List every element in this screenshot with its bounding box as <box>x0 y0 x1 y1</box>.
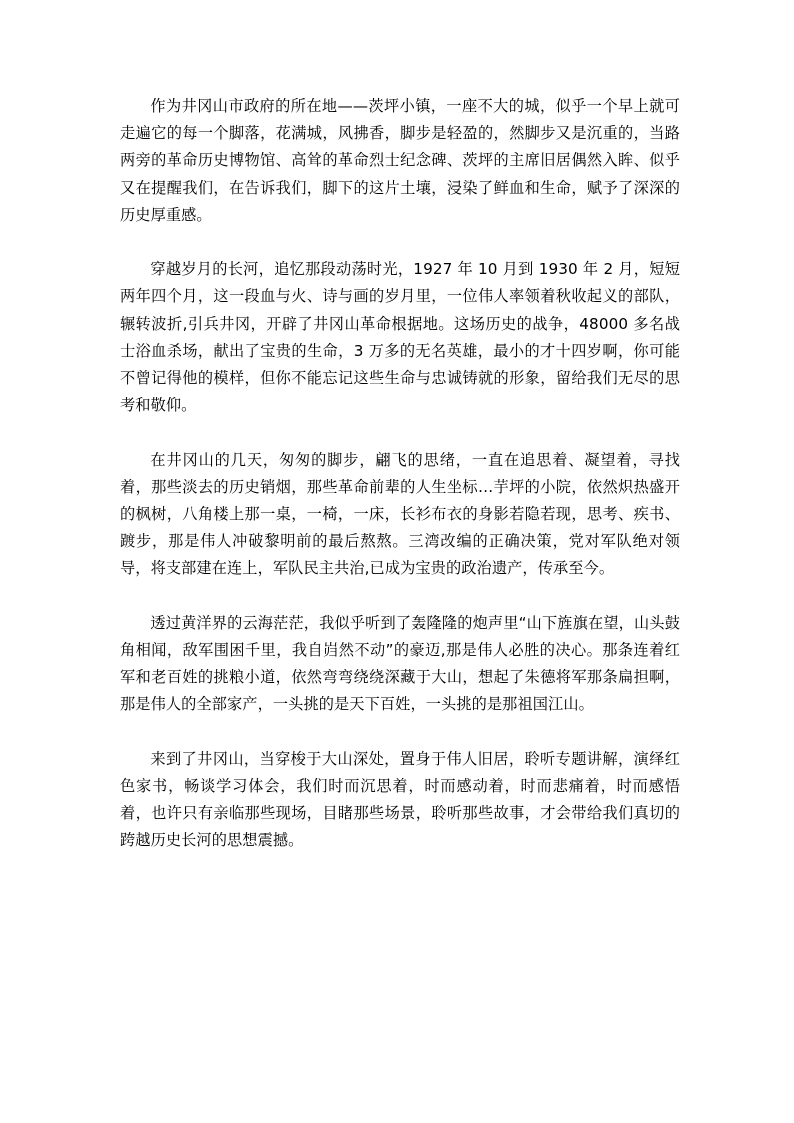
paragraph-3: 在井冈山的几天，匆匆的脚步，翩飞的思绪，一直在追思着、凝望着，寻找着，那些淡去的历史销烟，那些革命前辈的人生坐标…芋坪的小院，依然炽热盛开的枫树，八角楼上那一桌，一椅，一床，长衫布衣的身影若隐若现，思考、疾书、踱步，那是伟人冲破黎明前的最后熬熬。三湾改编的正确决策，党对军队绝对领导，将支部建在连上，军队民主共治,已成为宝贵的政治遗产，传承至今。 <box>120 450 680 578</box>
paragraph-1: 作为井冈山市政府的所在地——茨坪小镇，一座不大的城，似乎一个早上就可走遍它的每一个脚落，花满城，风拂香，脚步是轻盈的，然脚步又是沉重的，当路两旁的革命历史博物馆、高耸的革命烈士纪念碑、茨坪的主席旧居偶然入眸、似乎又在提醒我们，在告诉我们，脚下的这片土壤，浸染了鲜血和生命，赋予了深深的历史厚重感。 <box>120 97 680 224</box>
paragraph-2: 穿越岁月的长河，追忆那段动荡时光，1927 年 10 月到 1930 年 2 月，短短两年四个月，这一段血与火、诗与画的岁月里，一位伟人率领着秋收起义的部队，辗转波折,引兵井冈，开辟了井冈山革命根据地。这场历史的战争，48000 多名战士浴血杀场，献出了宝贵的生命，3 万多的无名英雄，最小的才十四岁啊，你可能不曾记得他的模样，但你不能忘记这些生命与忠诚铸就的形象，留给我们无尽的思考和敬仰。 <box>120 260 680 415</box>
document-body <box>120 93 680 882</box>
paragraph-4: 透过黄洋界的云海茫茫，我似乎听到了轰隆隆的炮声里“山下旌旗在望，山头鼓角相闻，敌军围困千里，我自岿然不动”的豪迈,那是伟人必胜的决心。那条连着红军和老百姓的挑粮小道，依然弯弯绕绕深藏于大山，想起了朱德将军那条扁担啊，那是伟人的全部家产，一头挑的是天下百姓，一头挑的是那祖国江山。 <box>120 613 680 714</box>
paragraph-5: 来到了井冈山，当穿梭于大山深处，置身于伟人旧居，聆听专题讲解，演绎红色家书，畅谈学习体会，我们时而沉思着，时而感动着，时而悲痛着，时而感悟着，也许只有亲临那些现场，目睹那些场景，聆听那些故事，才会带给我们真切的跨越历史长河的思想震撼。 <box>120 749 680 850</box>
